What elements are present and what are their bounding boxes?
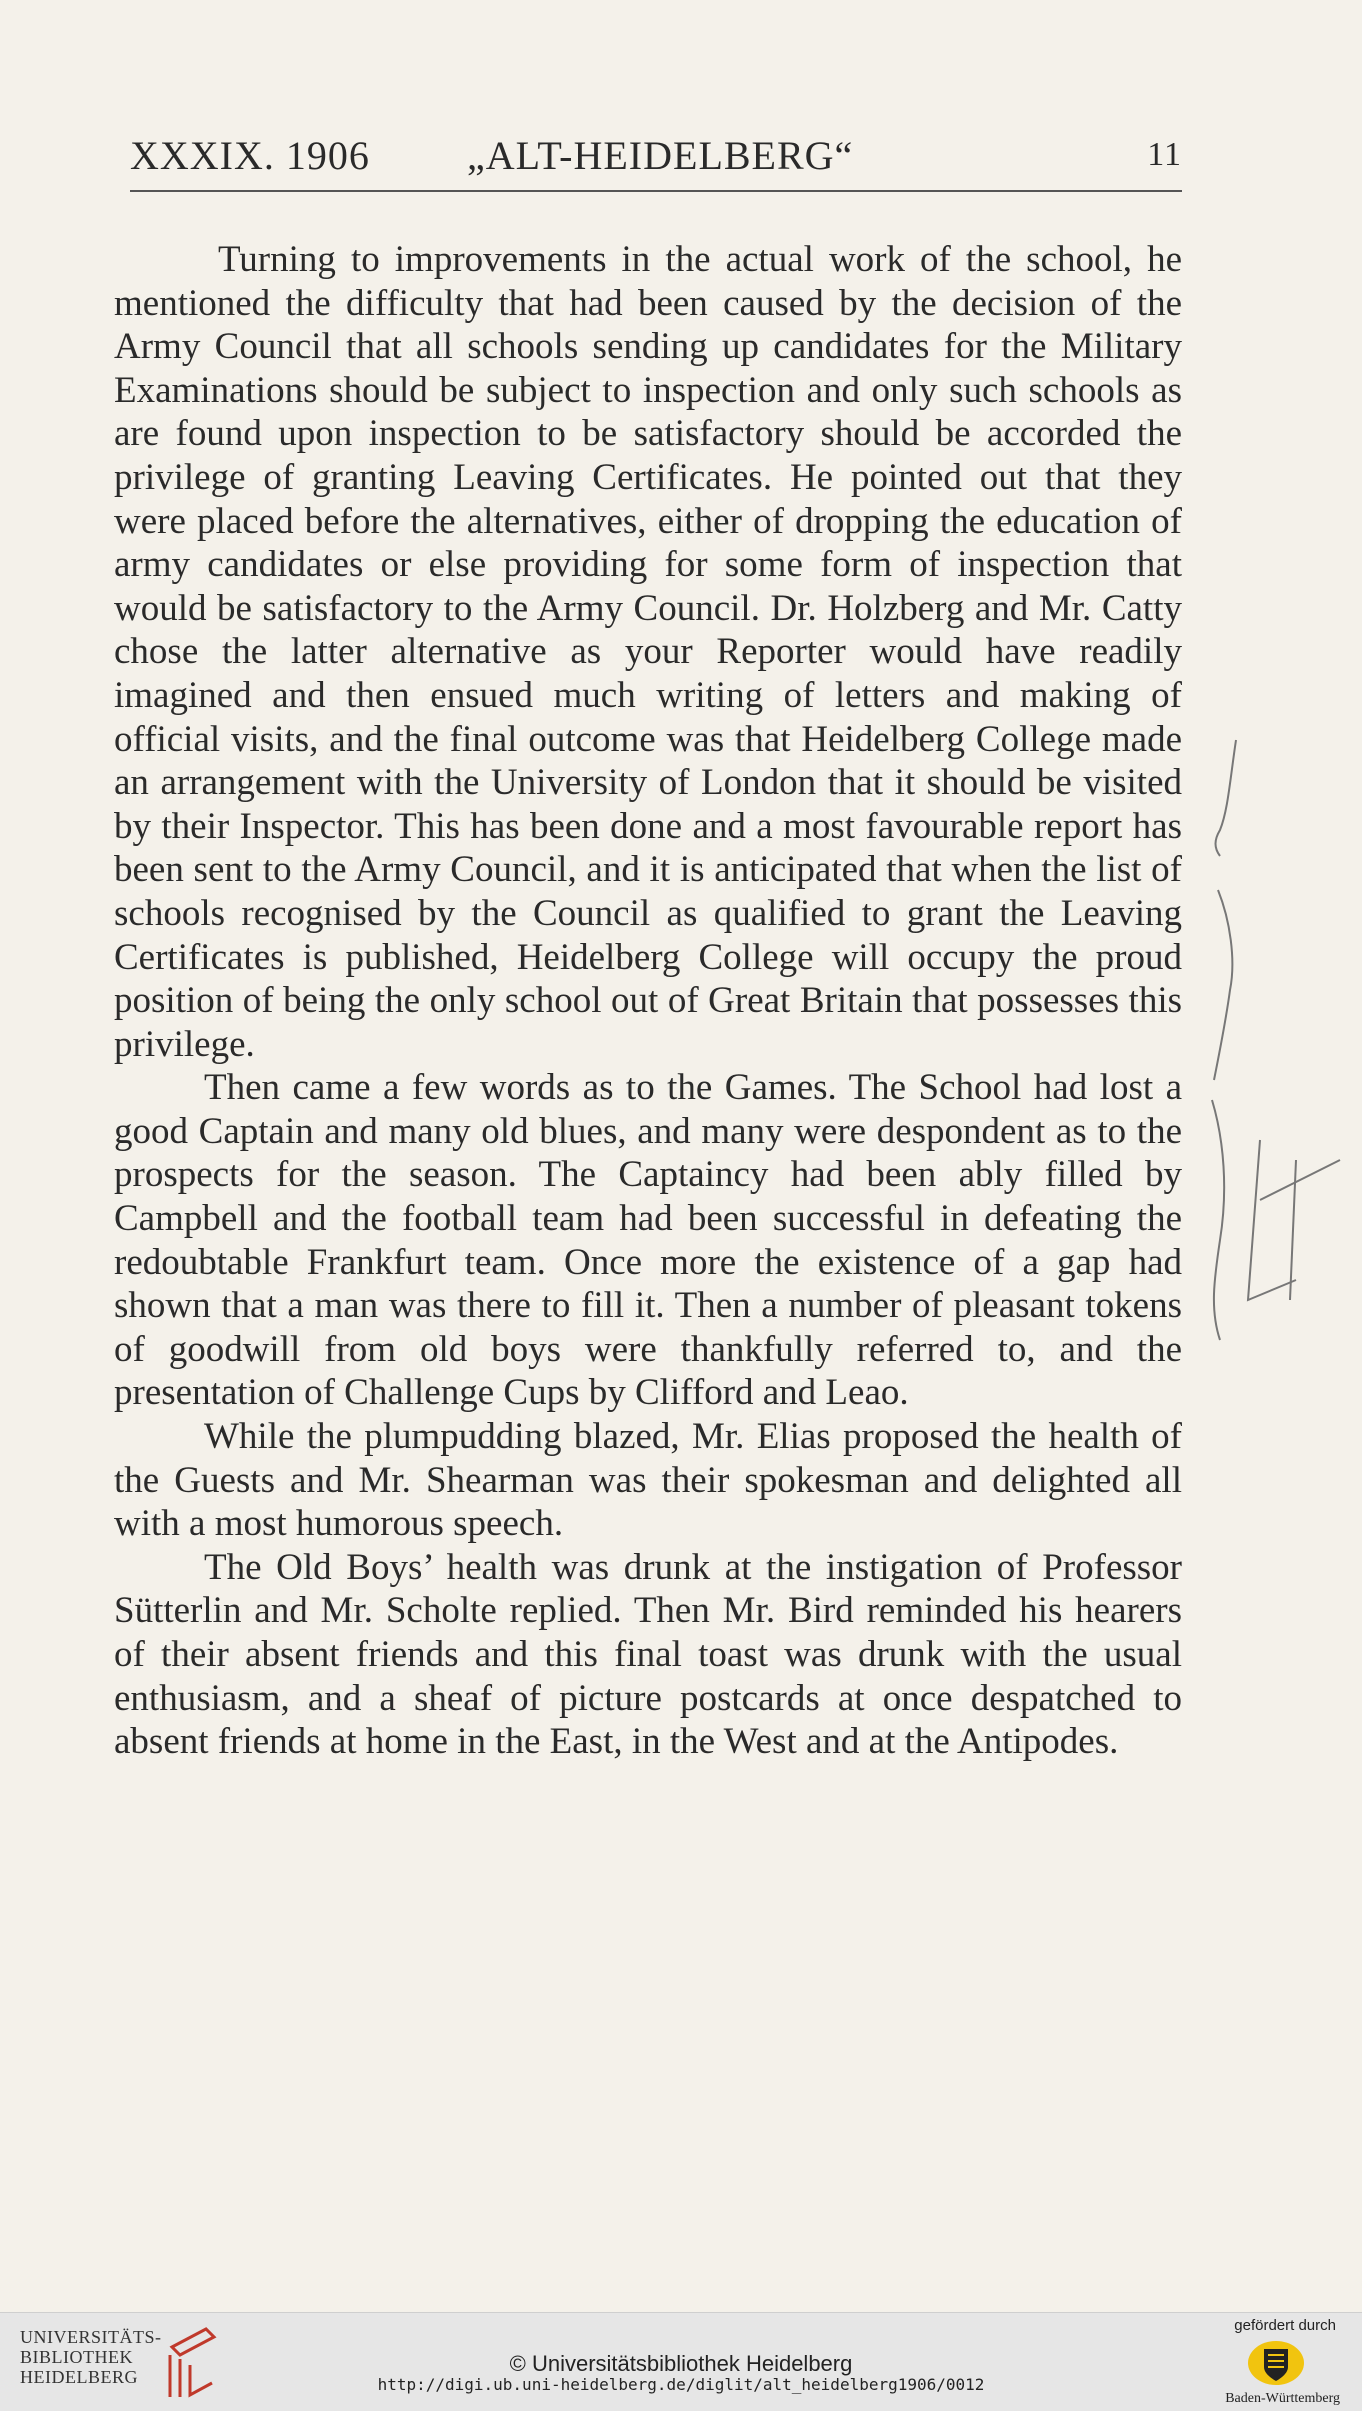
digitization-footer: [0, 2312, 1362, 2411]
header-volume-year: XXXIX. 1906: [130, 133, 370, 178]
header-title: „ALT-HEIDELBERG“: [467, 133, 854, 178]
library-name: UNIVERSITÄTS- BIBLIOTHEK HEIDELBERG: [20, 2327, 162, 2387]
header-rule: [130, 190, 1182, 192]
article-body: [114, 238, 1182, 1764]
funder-name: Baden-Württemberg: [1225, 2391, 1340, 2406]
paragraph-2: Then came a few words as to the Games. The School had lost a good Captain and many old blues, and many were despondent as to the prospects for the season. The Captaincy had been ably filled by Campbell and the football team had been successful in defeating the redoubtable Frankfurt team. Once more the existence of a gap had shown that a man was there to fill it. Then a number of pleasant tokens of goodwill from old boys were thankfully referred to, and the presentation of Challenge Cups by Clifford and Leao.: [114, 1067, 1182, 1414]
baden-wuerttemberg-logo-icon: [1246, 2337, 1306, 2389]
copyright-notice: © Universitätsbibliothek Heidelberg: [509, 2351, 853, 2376]
paragraph-3: While the plumpudding blazed, Mr. Elias proposed the health of the Guests and Mr. Shearman was their spokesman and delighted all with a most humorous speech.: [114, 1416, 1182, 1545]
page-number: 11: [1147, 136, 1182, 173]
paragraph-4: The Old Boys’ health was drunk at the instigation of Professor Sütterlin and Mr. Scholte replied. Then Mr. Bird reminded his hearers of their absent friends and this final toast was drunk with the usual enthusiasm, and a sheaf of picture postcards at once despatched to absent friends at home in the East, in the West and at the Antipodes.: [114, 1546, 1182, 1763]
funded-by-label: gefördert durch: [1234, 2317, 1336, 2334]
running-header: [130, 128, 1182, 188]
handwritten-margin-marks: [1200, 720, 1360, 1360]
permalink-url[interactable]: http://digi.ub.uni-heidelberg.de/diglit/alt_heidelberg1906/0012: [377, 2375, 985, 2394]
paragraph-1: Turning to improvements in the actual work of the school, he mentioned the difficulty that had been caused by the decision of the Army Council that all schools sending up candidates for the Military Examinations should be subject to inspection and only such schools as are found upon inspection to be satisfactory should be accorded the privilege of granting Leaving Certificates. He pointed out that they were placed before the alternatives, either of dropping the education of army candidates or else providing for some form of inspection that would be satisfactory to the Army Council. Dr. Holzberg and Mr. Catty chose the latter alternative as your Reporter would have readily imagined and then ensued much writing of letters and making of official visits, and the final outcome was that Heidelberg College made an arrangement with the University of London that it should be visited by their Inspector. This has been done and a most favourable report has been sent to the Army Council, and it is anticipated that when the list of schools recognised by the Council as qualified to grant the Leaving Certificates is published, Heidelberg College will occupy the proud position of being the only school out of Great Britain that possesses this privilege.: [114, 239, 1182, 1065]
